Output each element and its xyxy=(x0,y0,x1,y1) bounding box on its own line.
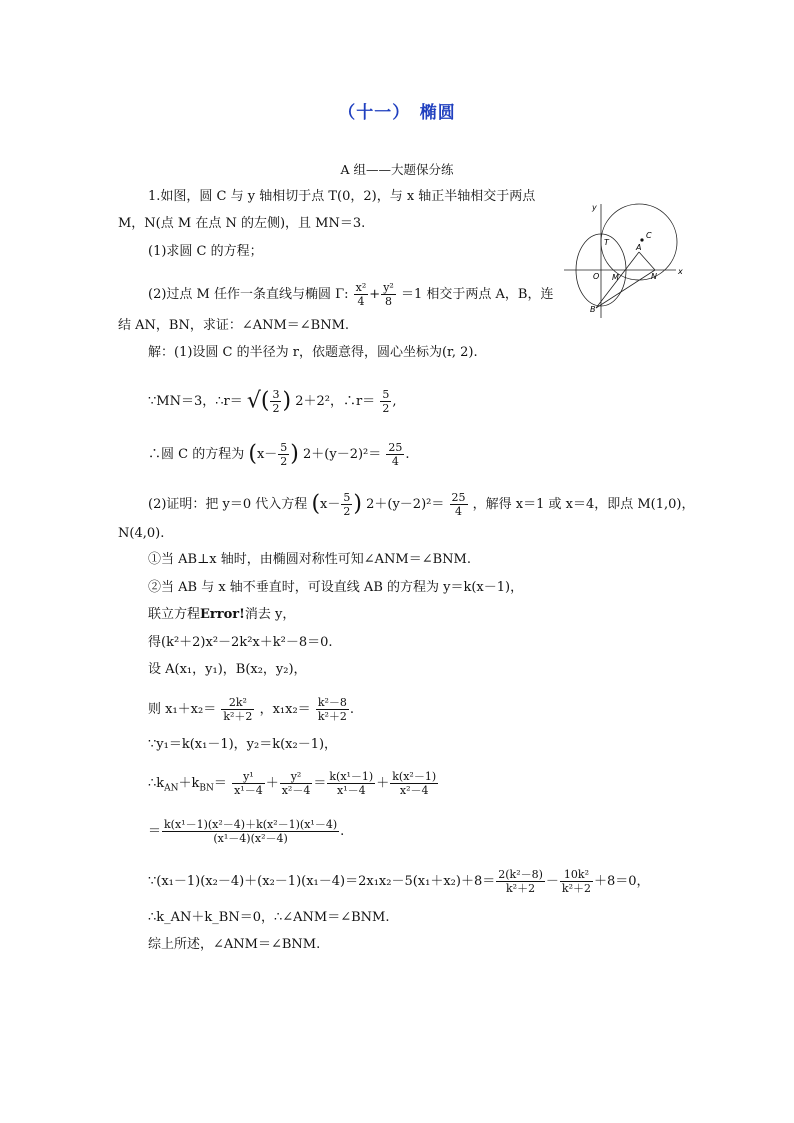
fraction-y2-over-8: $\frac{\text{y²}}{8}$ xyxy=(383,281,394,308)
solution-line-17: 综上所述，∠ANM＝∠BNM. xyxy=(148,937,321,952)
s14-text-a: ＝ xyxy=(148,824,162,839)
fraction-product: $\frac{\text{k²－8}}{\text{k²＋2}}$ xyxy=(317,696,347,723)
fraction-10k: $\frac{\text{10k²}}{\text{k²＋2}}$ xyxy=(561,868,591,895)
s2-text-c: , xyxy=(392,394,397,409)
fraction-kx1: $\frac{\text{k(x¹－1)}}{\text{x¹－4}}$ xyxy=(329,770,374,797)
s4-text-c: ，解得 x＝1 或 x＝4，即点 M(1,0)， xyxy=(472,497,695,512)
s11-text-a: 则 x₁＋x₂＝ xyxy=(148,702,217,717)
line-an xyxy=(639,252,655,270)
fraction-25-over-4: $\frac{25}{4}$ xyxy=(451,491,466,518)
fraction-y1: $\frac{\text{y¹}}{\text{x¹－4}}$ xyxy=(234,770,263,797)
fraction-5-over-2: $\frac{5}{2}$ xyxy=(280,441,288,468)
line-ab xyxy=(596,252,639,308)
point-c-label: C xyxy=(646,231,652,240)
sub-bn: BN xyxy=(199,783,214,794)
s3-text-b: 2＋(y－2)²＝ xyxy=(303,447,382,462)
fraction-y2: $\frac{\text{y²}}{\text{x²－4}}$ xyxy=(281,770,311,797)
s3-text-a: ∴圆 C 的方程为 xyxy=(148,447,245,462)
point-a-label: A xyxy=(636,243,642,252)
s13-text-c: ＝ xyxy=(213,776,227,791)
plus-sign: ＋ xyxy=(376,776,390,791)
error-text: Error! xyxy=(200,607,245,622)
s13-text-a: ∴k xyxy=(148,776,165,791)
s3-text-c: . xyxy=(405,447,410,462)
s2-text-a: ∵MN＝3，∴r＝ xyxy=(148,394,243,409)
point-n-label: N xyxy=(651,272,657,281)
origin-label: O xyxy=(593,272,600,281)
s11-text-b: ，x₁x₂＝ xyxy=(259,702,311,717)
problem-line-2: M，N(点 M 在点 N 的左侧)，且 MN＝3. xyxy=(118,216,366,231)
circle-c xyxy=(601,204,677,280)
plus-sign: + xyxy=(369,287,381,302)
solution-line-16: ∴k_AN＋k_BN＝0，∴∠ANM＝∠BNM. xyxy=(148,910,390,925)
y-axis-label: y xyxy=(592,203,597,212)
part2-text-b: ＝1 相交于两点 A，B，连 xyxy=(400,287,554,302)
s8-text-b: 消去 y， xyxy=(244,607,296,622)
solution-line-8 xyxy=(148,607,295,623)
sub-an: AN xyxy=(164,783,179,794)
s8-text-a: 联立方程 xyxy=(148,607,201,622)
s13-text-b: ＋k xyxy=(178,776,200,791)
point-m-label: M xyxy=(612,273,619,282)
right-paren: ) xyxy=(282,388,292,414)
s14-text-b: . xyxy=(340,824,345,839)
geometry-figure xyxy=(560,200,690,320)
fraction-25-over-4: $\frac{25}{4}$ xyxy=(388,441,403,468)
point-t-label: T xyxy=(604,238,609,247)
solution-line-5: N(4,0). xyxy=(118,526,165,541)
fraction-kx2: $\frac{\text{k(x²－1)}}{\text{x²－4}}$ xyxy=(392,770,437,797)
fraction-3-over-2: $\frac{3}{2}$ xyxy=(272,388,280,415)
s2-text-b: 2＋2²，∴r＝ xyxy=(295,394,376,409)
left-paren: ( xyxy=(248,441,257,467)
s11-text-c: . xyxy=(349,702,355,717)
s15-text-a: ∵(x₁－1)(x₂－4)＋(x₂－1)(x₁－4)＝2x₁x₂－5(x₁＋x₂)＋8＝ xyxy=(148,874,496,889)
solution-line-15 xyxy=(148,868,650,895)
solution-line-13 xyxy=(148,770,439,797)
solution-line-12: ∵y₁＝k(x₁－1)，y₂＝k(x₂－1)， xyxy=(148,737,338,752)
plus-sign: ＋ xyxy=(265,776,279,791)
solution-line-4 xyxy=(148,491,695,518)
solution-line-7: ②当 AB 与 x 轴不垂直时，可设直线 AB 的方程为 y＝k(x－1)， xyxy=(148,580,524,595)
x-axis-label: x xyxy=(678,267,683,276)
s4-x: x－ xyxy=(320,497,341,512)
fraction-5-over-2: $\frac{5}{2}$ xyxy=(382,388,390,415)
left-paren: ( xyxy=(311,491,321,517)
minus-sign: － xyxy=(545,874,559,889)
s4-text-b: 2＋(y－2)²＝ xyxy=(366,497,445,512)
point-b-label: B xyxy=(590,305,596,314)
s15-text-b: ＋8＝0， xyxy=(593,874,650,889)
solution-line-11 xyxy=(148,696,354,723)
fraction-2k: $\frac{\text{2(k²－8)}}{\text{k²＋2}}$ xyxy=(498,868,543,895)
solution-line-9: 得(k²＋2)x²－2k²x＋k²－8＝0. xyxy=(148,635,333,650)
problem-line-1: 1.如图，圆 C 与 y 轴相切于点 T(0，2)，与 x 轴正半轴相交于两点 xyxy=(148,189,536,204)
fraction-sum: $\frac{\text{2k²}}{\text{k²＋2}}$ xyxy=(223,696,253,723)
part2-text-a: (2)过点 M 任作一条直线与椭圆 Γ: xyxy=(148,287,349,302)
solution-line-6: ①当 AB⊥x 轴时，由椭圆对称性可知∠ANM＝∠BNM. xyxy=(148,552,471,567)
solution-line-14 xyxy=(148,818,344,845)
problem-line-end: 结 AN，BN，求证：∠ANM＝∠BNM. xyxy=(118,318,350,333)
problem-part-1: (1)求圆 C 的方程； xyxy=(148,244,263,259)
problem-part-2 xyxy=(148,281,553,308)
center-point xyxy=(640,238,643,241)
fraction-combined: $\frac{\text{k(x¹－1)(x²－4)＋k(x²－1)(x¹－4)}}{\text{(x¹－4)(x²－4)}}$ xyxy=(164,818,338,845)
s4-text-a: (2)证明：把 y＝0 代入方程 xyxy=(148,497,308,512)
s3-x: x－ xyxy=(256,447,278,462)
left-paren: ( xyxy=(260,388,270,414)
solution-line-3 xyxy=(148,441,410,468)
fraction-5-over-2: $\frac{5}{2}$ xyxy=(343,491,351,518)
solution-line-2 xyxy=(148,388,396,415)
sqrt-symbol: √ xyxy=(246,388,261,414)
fraction-x2-over-4: $\frac{\text{x²}}{4}$ xyxy=(355,281,367,308)
section-heading: A 组——大题保分练 xyxy=(340,162,454,177)
page-title: （十一） 椭圆 xyxy=(338,103,456,123)
right-paren: ) xyxy=(353,491,362,517)
equals-sign: ＝ xyxy=(313,776,327,791)
solution-line-10: 设 A(x₁，y₁)，B(x₂，y₂)， xyxy=(148,662,307,677)
solution-line-1: 解：(1)设圆 C 的半径为 r，依题意得，圆心坐标为(r, 2). xyxy=(148,345,478,360)
right-paren: ) xyxy=(290,441,299,467)
